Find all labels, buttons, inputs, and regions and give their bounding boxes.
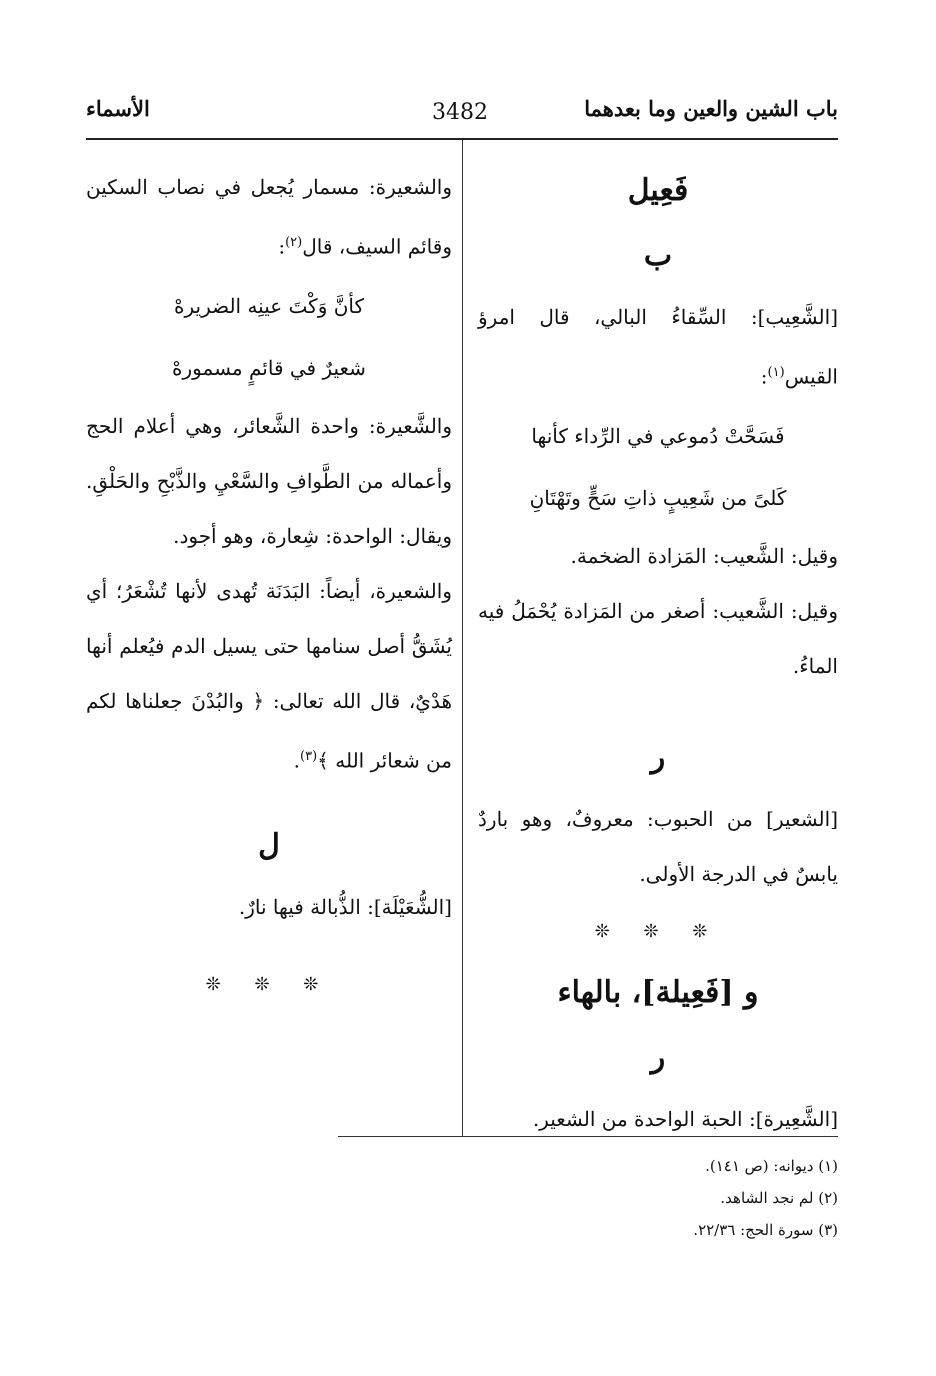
section-stars-right: ❊ ❊ ❊ — [594, 920, 722, 942]
entry-shuaib-1: [الشَّعِيب]: السِّقاءُ البالي، قال امرؤ القيس$^{(١)}$: — [478, 305, 838, 389]
section-stars-left: ❊ ❊ ❊ — [205, 974, 333, 996]
entry-shaira: [الشَّعِيرة]: الحبة الواحدة من الشعير. — [532, 1106, 838, 1131]
letter-heading-r: ر — [650, 739, 666, 775]
entry-shaira-badana: والشعيرة، أيضاً: البَدَنَة تُهدى لأنها تُشْعَرُ؛ أي يُشَقُّ أصل سنامها حتى يسيل الدم فيُعلم أنها هَدْيٌ، قال الله تعالى: ﴿ والبُدْنَ جعلناها لكم من شعائر الله ﴾$^{(٣)}$. — [86, 578, 452, 773]
chapter-header: باب الشين والعين وما بعدهما — [584, 96, 838, 121]
entry-shaira-nail: والشعيرة: مسمار يُجعل في نصاب السكين وقائم السيف، قال$^{(٢)}$: — [86, 175, 452, 259]
entry-shuayla: [الشُّعَيْلَة]: الذُّبالة فيها نارٌ. — [238, 895, 452, 920]
footnote-1: (١) ديوانه: (ص ١٤١). — [705, 1157, 838, 1175]
entry-shuaib-3: وقيل: الشَّعيب: أصغر من المَزادة يُحْمَلُ فيه الماءُ. — [478, 598, 838, 678]
footnote-rule — [338, 1136, 838, 1137]
verse-2a: كأنَّ وَكْتَ عينِه الضريرهْ — [173, 293, 365, 318]
section-header: الأسماء — [86, 96, 150, 121]
footnote-2: (٢) لم نجد الشاهد. — [720, 1189, 838, 1207]
left-column — [86, 160, 452, 1015]
pattern-title: فَعِيل — [627, 173, 689, 208]
entry-shuaib-2: وقيل: الشَّعيب: المَزادة الضخمة. — [570, 543, 838, 568]
page-number: 3482 — [432, 100, 488, 125]
entry-shair: [الشعير] من الحبوب: معروفٌ، وهو باردٌ يابسٌ في الدرجة الأولى. — [478, 806, 838, 886]
footnote-ref-1: (١) — [767, 365, 785, 380]
verse-2b: شعيرٌ في قائمٍ مسمورهْ — [172, 355, 366, 380]
column-divider — [462, 140, 463, 1136]
footnote-ref-2: (٢) — [285, 235, 303, 250]
subsection-title: و [فَعِيلة]، بالهاء — [557, 974, 759, 1010]
footnote-ref-3: (٣) — [300, 748, 318, 764]
verse-1a: فَسَحَّتْ دُموعي في الرِّداء كأنها — [531, 423, 785, 448]
footnotes — [338, 1150, 838, 1246]
letter-heading-b: ب — [643, 238, 673, 273]
letter-heading-l: ل — [258, 828, 280, 864]
letter-heading-r2: ر — [650, 1039, 666, 1075]
footnote-3: (٣) سورة الحج: ٢٢/٣٦. — [693, 1221, 838, 1239]
right-column — [478, 160, 838, 1147]
entry-shaira-rites: والشَّعيرة: واحدة الشَّعائر، وهي أعلام الحج وأعماله من الطَّوافِ والسَّعْيِ والذَّبْحِ والحَلْقِ. ويقال: الواحدة: شِعارة، وهو أجود. — [86, 413, 452, 548]
verse-1b: كَلىً من شَعِيبٍ ذاتِ سَحٍّ وتَهْتَانِ — [529, 485, 787, 510]
